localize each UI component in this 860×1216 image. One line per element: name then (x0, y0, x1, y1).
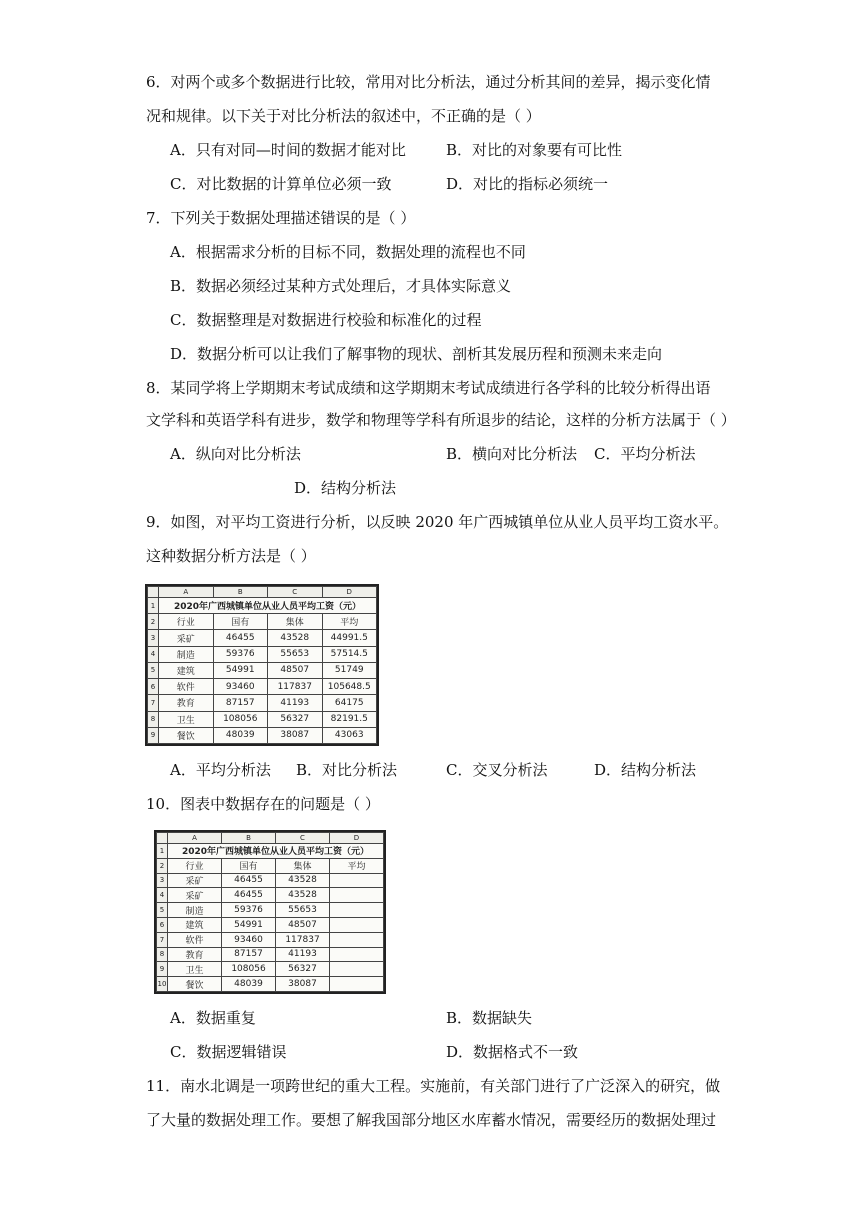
table-cell: 软件 (168, 932, 222, 947)
q9-spreadsheet-table (147, 586, 377, 744)
table-cell: 57514.5 (322, 646, 377, 662)
table-cell: 105648.5 (322, 679, 377, 695)
column-header-row (157, 833, 384, 844)
table-row: 9 卫生 108056 56327 (157, 962, 384, 977)
q10-option-c: C．数据逻辑错误 (170, 1043, 287, 1061)
col-header: A (159, 587, 214, 598)
col-header: A (168, 833, 222, 844)
table-cell (330, 917, 384, 932)
q10-option-b: B．数据缺失 (446, 1009, 533, 1027)
table-cell: 41193 (276, 947, 330, 962)
table-row: 8 卫生 108056 56327 82191.5 (148, 711, 377, 727)
q6-option-d: D．对比的指标必须统一 (446, 175, 609, 193)
q9-option-a: A．平均分析法 (170, 761, 271, 779)
q7-option-b: B．数据必须经过某种方式处理后，才具体实际意义 (170, 277, 512, 295)
q7-option-d: D．数据分析可以让我们了解事物的现状、剖析其发展历程和预测未来走向 (170, 345, 663, 363)
table-cell: 43528 (276, 888, 330, 903)
table-cell: 软件 (159, 679, 214, 695)
q9-stem-line2: 这种数据分析方法是（ ） (146, 547, 316, 565)
q9-option-c: C．交叉分析法 (446, 761, 548, 779)
table-cell: 87157 (213, 695, 268, 711)
q9-option-b: B．对比分析法 (296, 761, 398, 779)
table-row: 1 2020年广西城镇单位从业人员平均工资（元） (148, 598, 377, 614)
table-header-cell: 平均 (322, 614, 377, 630)
table-cell: 43063 (322, 727, 377, 743)
col-header: C (268, 587, 323, 598)
table-cell: 44991.5 (322, 630, 377, 646)
col-header: B (222, 833, 276, 844)
table-cell: 38087 (276, 977, 330, 992)
table-cell: 59376 (222, 903, 276, 918)
table-cell: 54991 (213, 662, 268, 678)
q6-stem-line2: 况和规律。以下关于对比分析法的叙述中，不正确的是（ ） (146, 107, 541, 125)
table-header-cell: 国有 (213, 614, 268, 630)
table-cell: 教育 (159, 695, 214, 711)
table-cell: 教育 (168, 947, 222, 962)
table-cell: 卫生 (159, 711, 214, 727)
table-cell: 64175 (322, 695, 377, 711)
table-row: 3 采矿 46455 43528 44991.5 (148, 630, 377, 646)
table-cell: 56327 (276, 962, 330, 977)
col-header: C (276, 833, 330, 844)
table-cell: 93460 (222, 932, 276, 947)
table-cell (330, 947, 384, 962)
table-cell (330, 873, 384, 888)
q7-option-a: A．根据需求分析的目标不同，数据处理的流程也不同 (170, 243, 526, 261)
col-header: B (213, 587, 268, 598)
table-cell: 108056 (213, 711, 268, 727)
table-cell: 55653 (268, 646, 323, 662)
table-cell: 117837 (276, 932, 330, 947)
table-cell: 46455 (222, 873, 276, 888)
table-cell: 93460 (213, 679, 268, 695)
q10-spreadsheet-figure (154, 830, 386, 994)
table-cell: 108056 (222, 962, 276, 977)
table-cell: 87157 (222, 947, 276, 962)
q6-option-c: C．对比数据的计算单位必须一致 (170, 175, 392, 193)
table-cell: 餐饮 (168, 977, 222, 992)
table-row: 5 制造 59376 55653 (157, 903, 384, 918)
q8-stem-line2: 文学科和英语学科有进步，数学和物理等学科有所退步的结论，这样的分析方法属于（ ） (146, 411, 736, 429)
q6-option-b: B．对比的对象要有可比性 (446, 141, 623, 159)
table-cell: 采矿 (168, 888, 222, 903)
q10-option-a: A．数据重复 (170, 1009, 256, 1027)
col-header: D (330, 833, 384, 844)
q6-option-a: A．只有对同—时间的数据才能对比 (170, 141, 406, 159)
table-header-cell: 行业 (168, 858, 222, 873)
table-cell: 48039 (222, 977, 276, 992)
table-row: 5 建筑 54991 48507 51749 (148, 662, 377, 678)
table-cell: 建筑 (159, 662, 214, 678)
table-cell: 41193 (268, 695, 323, 711)
table-cell: 43528 (268, 630, 323, 646)
table-cell (330, 903, 384, 918)
table-cell (330, 932, 384, 947)
table-cell: 46455 (213, 630, 268, 646)
table-cell: 采矿 (159, 630, 214, 646)
table-row: 7 软件 93460 117837 (157, 932, 384, 947)
sheet-title: 2020年广西城镇单位从业人员平均工资（元） (168, 844, 384, 859)
table-row: 1 2020年广西城镇单位从业人员平均工资（元） (157, 844, 384, 859)
table-row: 6 建筑 54991 48507 (157, 917, 384, 932)
q9-spreadsheet-figure (145, 584, 379, 746)
q10-stem: 10．图表中数据存在的问题是（ ） (146, 795, 380, 813)
table-cell: 采矿 (168, 873, 222, 888)
table-row: 6 软件 93460 117837 105648.5 (148, 679, 377, 695)
q8-option-c: C．平均分析法 (594, 445, 696, 463)
table-cell: 餐饮 (159, 727, 214, 743)
table-cell: 38087 (268, 727, 323, 743)
table-cell: 48507 (268, 662, 323, 678)
table-cell (330, 962, 384, 977)
table-cell: 建筑 (168, 917, 222, 932)
sheet-title: 2020年广西城镇单位从业人员平均工资（元） (159, 598, 377, 614)
table-row: 2 行业 国有 集体 平均 (148, 614, 377, 630)
table-header-cell: 平均 (330, 858, 384, 873)
table-cell: 117837 (268, 679, 323, 695)
table-cell: 59376 (213, 646, 268, 662)
table-cell: 82191.5 (322, 711, 377, 727)
q9-option-d: D．结构分析法 (594, 761, 697, 779)
q7-stem: 7．下列关于数据处理描述错误的是（ ） (146, 209, 416, 227)
q8-option-a: A．纵向对比分析法 (170, 445, 301, 463)
table-cell: 48507 (276, 917, 330, 932)
table-cell: 制造 (159, 646, 214, 662)
column-header-row (148, 587, 377, 598)
table-cell: 56327 (268, 711, 323, 727)
q7-option-c: C．数据整理是对数据进行校验和标准化的过程 (170, 311, 482, 329)
table-header-cell: 行业 (159, 614, 214, 630)
table-row: 4 采矿 46455 43528 (157, 888, 384, 903)
table-header-cell: 集体 (268, 614, 323, 630)
table-row: 4 制造 59376 55653 57514.5 (148, 646, 377, 662)
table-cell: 48039 (213, 727, 268, 743)
table-cell (330, 977, 384, 992)
q8-option-b: B．横向对比分析法 (446, 445, 578, 463)
table-row: 2 行业 国有 集体 平均 (157, 858, 384, 873)
table-cell: 43528 (276, 873, 330, 888)
table-header-cell: 国有 (222, 858, 276, 873)
table-cell: 制造 (168, 903, 222, 918)
table-cell: 54991 (222, 917, 276, 932)
table-row: 10 餐饮 48039 38087 (157, 977, 384, 992)
table-cell: 46455 (222, 888, 276, 903)
q11-stem-line2: 了大量的数据处理工作。要想了解我国部分地区水库蓄水情况，需要经历的数据处理过 (146, 1111, 717, 1129)
table-cell (330, 888, 384, 903)
table-row: 9 餐饮 48039 38087 43063 (148, 727, 377, 743)
table-cell: 卫生 (168, 962, 222, 977)
table-row: 7 教育 87157 41193 64175 (148, 695, 377, 711)
q8-option-d: D．结构分析法 (294, 479, 397, 497)
col-header: D (322, 587, 377, 598)
table-cell: 51749 (322, 662, 377, 678)
table-row: 8 教育 87157 41193 (157, 947, 384, 962)
table-cell: 55653 (276, 903, 330, 918)
q6-stem-line1: 6．对两个或多个数据进行比较，常用对比分析法，通过分析其间的差异，揭示变化情 (146, 73, 711, 91)
table-row: 3 采矿 46455 43528 (157, 873, 384, 888)
q10-spreadsheet-table (156, 832, 384, 992)
q9-stem-line1: 9．如图，对平均工资进行分析，以反映 2020 年广西城镇单位从业人员平均工资水平。 (146, 513, 729, 531)
q8-stem-line1: 8．某同学将上学期期末考试成绩和这学期期末考试成绩进行各学科的比较分析得出语 (146, 379, 711, 397)
table-header-cell: 集体 (276, 858, 330, 873)
q11-stem-line1: 11．南水北调是一项跨世纪的重大工程。实施前，有关部门进行了广泛深入的研究，做 (146, 1077, 721, 1095)
q10-option-d: D．数据格式不一致 (446, 1043, 579, 1061)
